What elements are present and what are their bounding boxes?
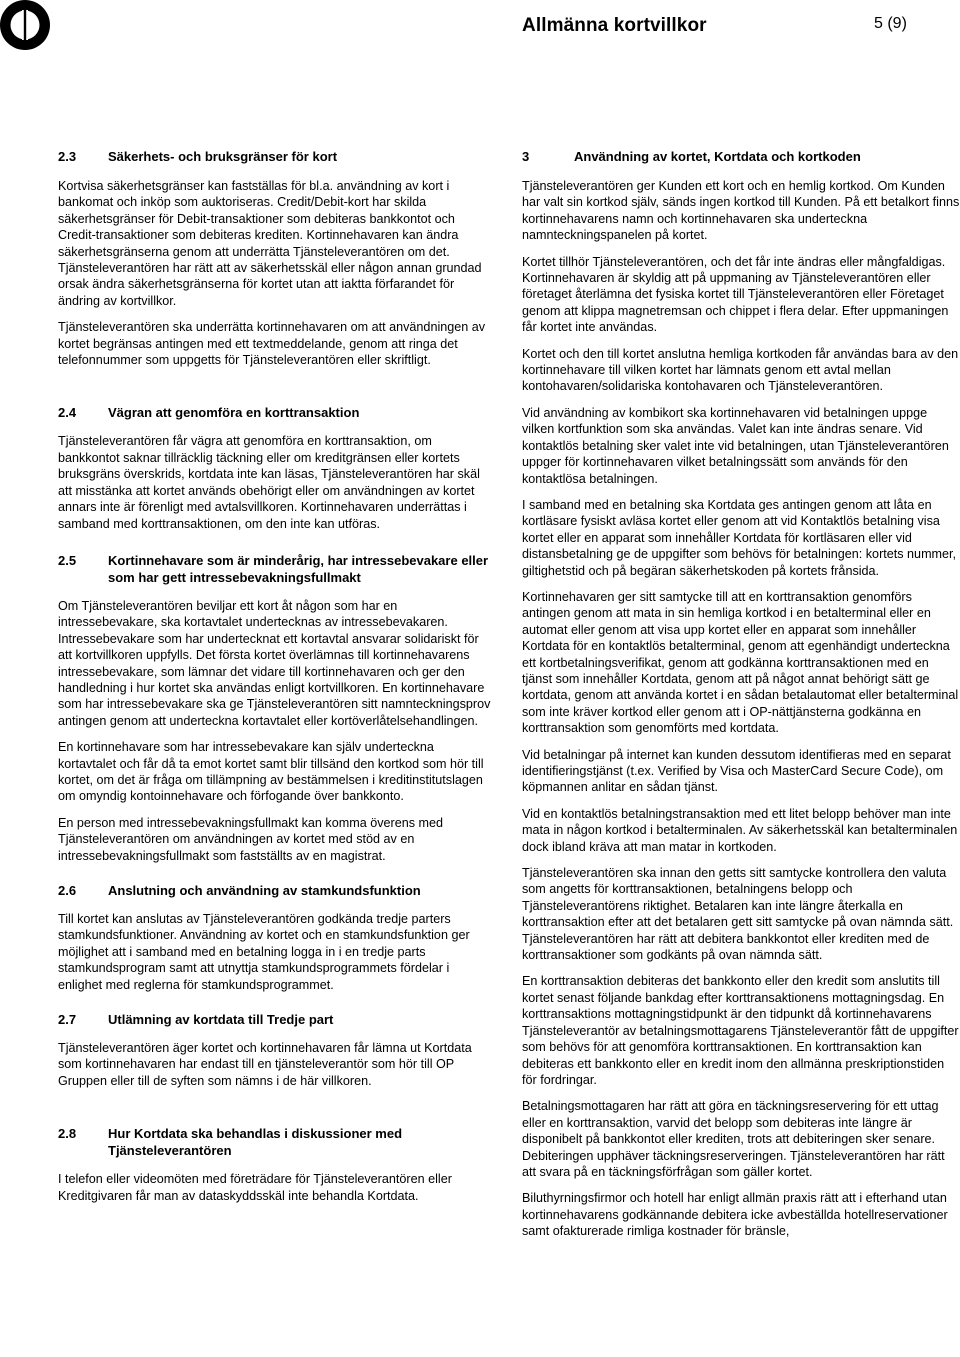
section-number: 2.6 [58, 883, 77, 898]
section-number: 2.8 [58, 1126, 77, 1142]
section-heading [58, 404, 494, 421]
paragraph: Vid betalningar på internet kan kunden dessutom identifieras med en separat identifieringstjänst (t.ex. Verified by Visa och MasterCard Secure Code), om köpmannen anlitar en sådan tjänst. [522, 747, 951, 795]
paragraph: En person med intressebevakningsfullmakt kan komma överens med Tjänsteleverantören om användningen av kortet med stöd av en intressebevakningsfullmakt som fastställts av en magistrat. [58, 815, 443, 863]
paragraph: I samband med en betalning ska Kortdata ges antingen genom att låta en kortläsare fysiskt avläsa kortet eller genom att vid Kontaktlös betalning visa kortet eller en apparat som innehåller Kortdata för kortläsaren eller vid distansbetalning ge de uppgifter som behövs för betalningen: kortets nummer, giltighetstid och på begäran säkerhetskoden på kortets frånsida. [522, 497, 957, 578]
document-title: Allmänna kortvillkor [522, 15, 707, 36]
left-column [58, 148, 494, 1204]
paragraph: Tjänsteleverantören ger Kunden ett kort och en hemlig kortkod. Om Kunden har valt sin kortkod själv, sänds ingen kortkod till Kunden. På ett betalkort finns kortinnehavarens namn och kortinnehavaren ska underteckna namnteckningspanelen på kortet. [522, 179, 960, 243]
section-heading [58, 148, 494, 165]
paragraph: En korttransaktion debiteras det bankkonto eller den kredit som anslutits till kortet senast följande bankdag efter korttransaktionens mottagningsdag. En korttransaktions mottagningstidpunkt är den tidpunkt då kortinnehavarens Tjänsteleverantör av betalningsmottagarens Tjänsteleverantör fått de uppgifter som behövs för att genomföra korttransaktionen. En korttransaktion kan debiteras ett bankkonto eller en kredit inom den allmänna preskriptionstiden för fordringar. [522, 974, 959, 1087]
paragraph: Tjänsteleverantören ska innan den getts sitt samtycke kontrollera den valuta som angetts för korttransaktionen, betalningens belopp och Tjänsteleverantörens riktighet. Betalaren kan inte längre återkalla en korttransaktion efter att det betalaren gett sitt samtycke på ovan nämnda sätt. Tjänsteleverantören har rätt att debitera bankkontot eller krediten med de korttransaktioner som godkänts på ovan nämnda sätt. [522, 866, 954, 963]
section-heading [58, 552, 494, 586]
paragraph: Tjänsteleverantören ska underrätta kortinnehavaren om att användningen av kortet begränsas antingen med ett textmeddelande, genom att ringa det telefonnummer som uppgetts för Tjänsteleverantören eller skriftligt. [58, 320, 486, 368]
paragraph: Kortvisa säkerhetsgränser kan fastställas för bl.a. användning av kort i bankomat och inköp som auktoriseras. Credit/Debit-kort har skilda säkerhetsgränser för Debit-transaktioner som debiteras bankkontot och Credit-transaktioner som debiteras krediten. Kortinnehavaren kan ändra säkerhetsgränserna genom att underrätta Tjänsteleverantören om det. Tjänsteleverantören har rätt att av säkerhetsskäl eller någon annan grundad orsak ändra säkerhetsgränserna för kortet utan att iaktta förfarandet för ändring av kortvillkor. [58, 179, 482, 308]
section-title: Säkerhets- och bruksgränser för kort [108, 149, 338, 164]
paragraph: Biluthyrningsfirmor och hotell har enligt allmän praxis rätt att i efterhand utan kortinnehavarens godkännande debitera icke avbeställda hotellreservationer samt ofakturerade rimliga kostnader för bränsle, [522, 1191, 948, 1239]
section-heading [522, 148, 960, 165]
section-number: 2.5 [58, 552, 77, 568]
section-title: Anslutning och användning av stamkundsfunktion [108, 883, 421, 898]
section-heading [58, 1125, 494, 1159]
section-heading [58, 1011, 494, 1028]
section-title: Kortinnehavare som är minderårig, har intressebevakare eller som har gett intressebevakningsfullmakt [108, 552, 489, 585]
paragraph: Tjänsteleverantören får vägra att genomföra en korttransaktion, om bankkontot saknar tillräcklig täckning eller om kreditgränsen eller kortets bruksgräns överskrids, kortdata inte kan läsas, Tjänsteleverantören har skäl att misstänka att kortet används obehörigt eller om användningen av kortet annars inte är förenligt med avtalsvillkoren. Kortinnehavaren underrättas i samband med korttransaktionen, om den inte kan utföras. [58, 434, 480, 531]
section-number: 2.7 [58, 1012, 77, 1028]
paragraph: Kortinnehavaren ger sitt samtycke till att en korttransaktion genomförs antingen genom att mata in sin hemliga kortkod i en betalterminal eller en automat eller genom att visa upp kortet eller en apparat som innehåller Kortdata för en kontaktlös betalterminal, genom att egenhändigt underteckna ett kortbetalningsverifikat, genom att godkänna korttransaktionen med en tjänst som innehåller Kortdata, genom att på något annat behörigt sätt ge kortdata, genom att använda kortet i en sådan betalautomat eller betalterminal som inte kräver kortkod eller genom att i OP-nättjänsterna godkänna en korttransaktion som genomförts med kortdata. [522, 589, 959, 736]
paragraph: En kortinnehavare som har intressebevakare kan själv underteckna kortavtalet och får då ta emot kortet samt blir tillsänd den kortkod som hör till kortet, om det är fråga om tillämpning av bestämmelsen i kreditinstitutslagen om omyndig kontoinnehavare och förfogande över bankkonto. [58, 740, 484, 804]
section-number: 2.4 [58, 405, 77, 421]
paragraph: I telefon eller videomöten med företrädare för Tjänsteleverantören eller Kreditgivaren får man av dataskyddsskäl inte behandla Kortdata. [58, 1172, 452, 1203]
page-number: 5 (9) [874, 15, 907, 32]
section-title: Vägran att genomföra en korttransaktion [108, 405, 360, 421]
paragraph: Vid användning av kombikort ska kortinnehavaren vid betalningen uppge vilken kortfunktion som ska användas. Valet kan inte ändras senare. Vid kontaktlös betalning sker valet inte vid betalningen, utan Tjänsteleverantören uppger för kortinnehavaren vilket betalningssätt som används för den kontaktlösa betalningen. [522, 405, 949, 486]
section-number: 2.3 [58, 149, 77, 164]
op-logo-icon [0, 0, 50, 50]
section-heading [58, 882, 494, 899]
section-title: Utlämning av kortdata till Tredje part [108, 1012, 334, 1028]
paragraph: Tjänsteleverantören äger kortet och kortinnehavaren får lämna ut Kortdata som kortinnehavaren har endast till en tjänsteleverantör som hör till OP Gruppen eller till de syften som nämns i de här villkoren. [58, 1041, 472, 1088]
right-column [522, 148, 960, 1240]
paragraph: Betalningsmottagaren har rätt att göra en täckningsreservering för ett uttag eller en korttransaktion, varvid det belopp som debiteras inte längre är disponibelt på bankkontot eller krediten, trots att debiteringen sker senare. Debiteringen upphäver täckningsreserveringen. Tjänsteleverantören har rätt att svara på en täckningsförfrågan som gäller kortet. [522, 1099, 945, 1179]
paragraph: Kortet och den till kortet anslutna hemliga kortkoden får användas bara av den kortinnehavare till vilken kortet har lämnats genom ett avtal mellan kontohavaren/solidariska kontohavaren och Tjänsteleverantören. [522, 346, 959, 394]
paragraph: Kortet tillhör Tjänsteleverantören, och det får inte ändras eller mångfaldigas. Kortinnehavaren är skyldig att på uppmaning av Tjänsteleverantören eller företaget återlämna det fysiska kortet till Tjänsteleverantören eller Företaget genom att klippa magnetremsan och chippet i flera delar. Efter uppmaningen får kortet inte användas. [522, 254, 949, 335]
paragraph: Om Tjänsteleverantören beviljar ett kort åt någon som har en intressebevakare, ska kortavtalet undertecknas av intressebevakaren. Intressebevakare som har undertecknat ett kortavtal ansvarar solidariskt för att kortvillkoren uppfylls. Det första kortet överlämnas till kortinnehavarens intressebevakare, som lämnar det vidare till kortinnehavaren och ger den handledning i hur kortet ska användas enligt kortvillkoren. En kortinnehavare som har intressebevakare ska ge Tjänsteleverantören sitt namnteckningsprov antingen genom att underteckna kortavtalet eller kortöverlåtelsehandlingen. [58, 598, 491, 728]
paragraph: Till kortet kan anslutas av Tjänsteleverantören godkända tredje parters stamkundsfunktioner. Användning av kortet och en stamkundsfunktion ger möjlighet att i samband med en betalning logga in i en tredje parts stamkundsprogram samt att utnyttja stamkundsprogrammets fördelar i enlighet med reglerna för stamkundsprogrammet. [58, 912, 470, 992]
paragraph: Vid en kontaktlös betalningstransaktion med ett litet belopp behöver man inte mata in någon kortkod i betalterminalen. Av säkerhetsskäl kan betalterminalen dock ibland kräva att man matar in kortkoden. [522, 806, 958, 854]
section-number: 3 [522, 149, 530, 164]
section-title: Hur Kortdata ska behandlas i diskussioner med Tjänsteleverantören [108, 1126, 403, 1159]
section-title: Användning av kortet, Kortdata och kortkoden [574, 149, 861, 164]
